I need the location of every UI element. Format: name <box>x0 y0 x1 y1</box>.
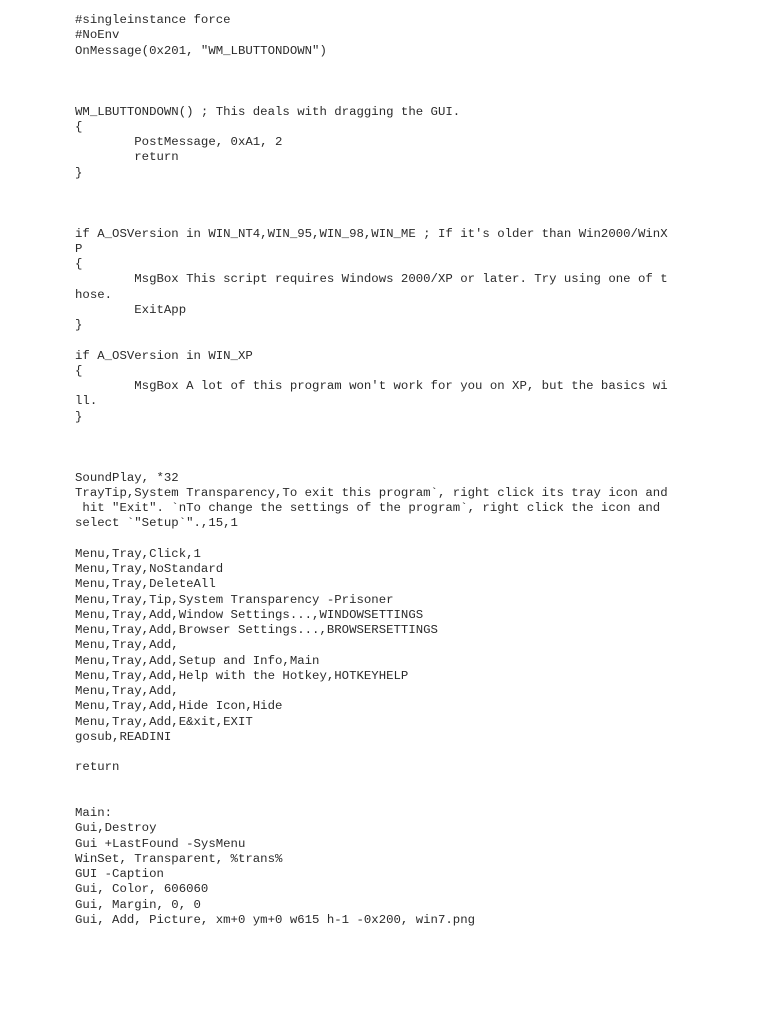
code-line: { <box>75 257 83 271</box>
code-line: Menu,Tray,Tip,System Transparency -Prisoner <box>75 592 394 607</box>
code-line: Menu,Tray,DeleteAll <box>75 577 216 592</box>
code-line: TrayTip,System Transparency,To exit this program`, right click its tray icon and <box>75 485 668 500</box>
code-line: ll. <box>75 394 98 409</box>
code-line: SoundPlay, *32 <box>75 470 179 485</box>
code-line: Main: <box>75 806 113 820</box>
code-line: Menu,Tray,Add,Browser Settings...,BROWSERSETTINGS <box>75 623 438 637</box>
code-line: ExitApp <box>75 302 187 317</box>
code-line <box>75 89 668 104</box>
code-line <box>75 211 668 226</box>
code-line: OnMessage(0x201, "WM_LBUTTONDOWN") <box>75 43 327 58</box>
code-line: MsgBox A lot of this program won't work for you on XP, but the basics wi <box>75 379 668 393</box>
code-line: GUI -Caption <box>75 867 164 881</box>
code-line: Menu,Tray,Add,Hide Icon,Hide <box>75 699 283 714</box>
code-line: P <box>75 241 83 256</box>
code-line <box>75 333 668 348</box>
code-line: Menu,Tray,Click,1 <box>75 546 201 561</box>
code-line: #NoEnv <box>75 28 120 43</box>
code-line: PostMessage, 0xA1, 2 <box>75 135 283 149</box>
code-line: Menu,Tray,Add, <box>75 684 179 698</box>
code-line: MsgBox This script requires Windows 2000/XP or later. Try using one of t <box>75 272 668 287</box>
code-line: } <box>75 318 83 332</box>
code-line <box>75 791 668 806</box>
code-line: hit "Exit". `nTo change the settings of the program`, right click the icon and <box>75 501 661 515</box>
code-line: { <box>75 363 83 378</box>
code-line: Menu,Tray,Add,Help with the Hotkey,HOTKEYHELP <box>75 668 409 683</box>
code-line: { <box>75 119 83 134</box>
code-line <box>75 776 668 791</box>
code-line: WM_LBUTTONDOWN() ; This deals with dragging the GUI. <box>75 104 461 119</box>
code-line: gosub,READINI <box>75 729 172 744</box>
code-line <box>75 74 668 89</box>
code-line: Gui +LastFound -SysMenu <box>75 836 246 851</box>
code-line: #singleinstance force <box>75 13 231 27</box>
code-line: Gui, Add, Picture, xm+0 ym+0 w615 h-1 -0x200, win7.png <box>75 912 476 927</box>
code-line: Gui, Margin, 0, 0 <box>75 897 201 912</box>
code-line: Menu,Tray,Add,Setup and Info,Main <box>75 653 320 668</box>
code-line <box>75 196 668 211</box>
code-line: Menu,Tray,NoStandard <box>75 562 224 576</box>
code-line: Menu,Tray,Add, <box>75 638 179 653</box>
code-line <box>75 440 668 455</box>
code-line <box>75 425 668 440</box>
code-line: if A_OSVersion in WIN_XP <box>75 348 253 363</box>
code-line: Menu,Tray,Add,Window Settings...,WINDOWSETTINGS <box>75 607 424 622</box>
code-line: hose. <box>75 287 113 302</box>
code-line: Menu,Tray,Add,E&xit,EXIT <box>75 714 253 729</box>
code-line: WinSet, Transparent, %trans% <box>75 851 283 866</box>
code-line: return <box>75 150 179 165</box>
code-line: } <box>75 409 83 424</box>
code-line <box>75 532 668 547</box>
code-line <box>75 455 668 470</box>
code-line: select `"Setup`".,15,1 <box>75 516 238 531</box>
code-line: if A_OSVersion in WIN_NT4,WIN_95,WIN_98,WIN_ME ; If it's older than Win2000/WinX <box>75 226 668 241</box>
code-line <box>75 59 668 74</box>
code-listing <box>75 13 668 928</box>
code-line: Gui,Destroy <box>75 821 157 836</box>
code-line: Gui, Color, 606060 <box>75 882 209 897</box>
code-line <box>75 745 668 760</box>
code-line: } <box>75 165 83 180</box>
code-line <box>75 181 668 196</box>
code-line: return <box>75 760 120 775</box>
